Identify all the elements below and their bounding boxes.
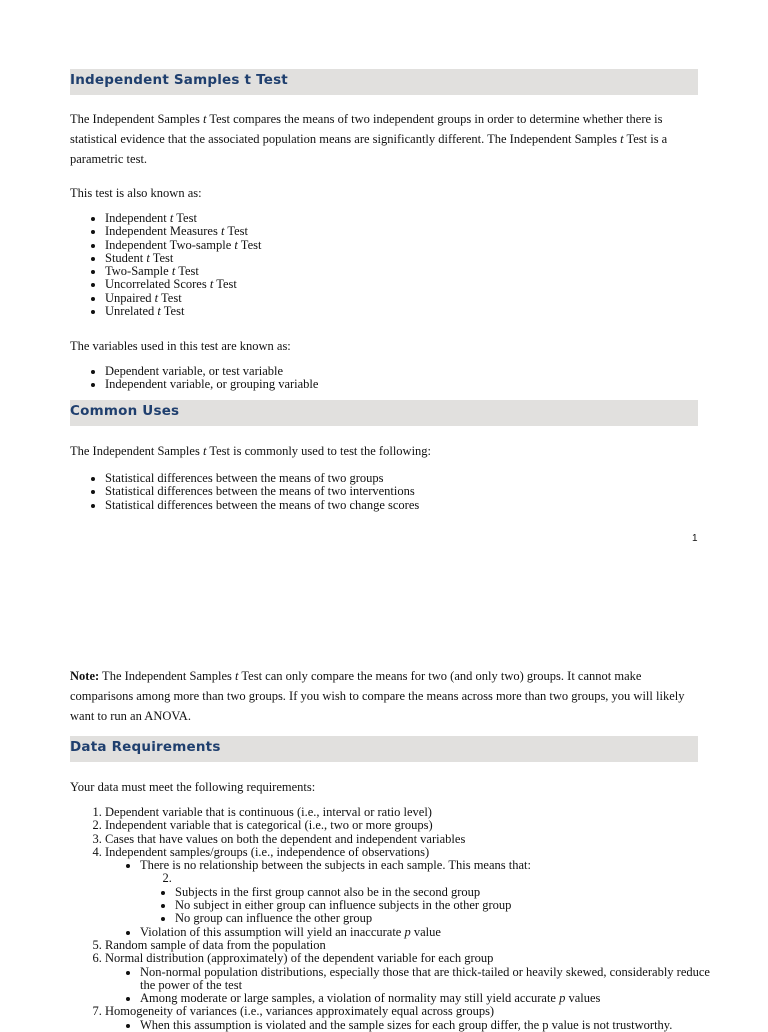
section-heading-data-requirements — [70, 736, 698, 762]
list-item: • Violation of this assumption will yield an inaccurate p value — [140, 926, 725, 939]
list-item: • Independent t Test — [105, 212, 261, 225]
section-title: Independent Samples t Test — [70, 72, 288, 88]
list-item: • Statistical differences between the means of two interventions — [105, 485, 419, 498]
list-item: • Subjects in the first group cannot also be in the second group — [175, 886, 725, 899]
also-known-as-text: This test is also known as: — [70, 186, 202, 200]
list-item: • Independent Two-sample t Test — [105, 239, 261, 252]
data-requirements-intro: Your data must meet the following requirements: — [70, 780, 316, 794]
list-item: • There is no relationship between the subjects in each sample. This means that: 2. • Subjects in the first group cannot also be in the second group • No subject in either group can influence subjects in the other group • No group can influence the other group — [140, 859, 725, 925]
list-item: 6. Normal distribution (approximately) of the dependent variable for each group • Non-normal population distributions, especially those that are thick-tailed or heavily skewed, considerably reduce the power of the test • Among moderate or large samples, a violation of normality may still yield accurate p values — [105, 952, 725, 1005]
sub-list — [105, 859, 725, 939]
section-heading-common-uses — [70, 400, 698, 426]
list-item: 3. Cases that have values on both the dependent and independent variables — [105, 833, 725, 846]
list-item: • No group can influence the other group — [175, 912, 725, 925]
section-heading-independent-samples — [70, 69, 698, 95]
common-uses-intro: The Independent Samples t Test is commonly used to test the following: — [70, 444, 432, 458]
section-title: Common Uses — [70, 403, 180, 419]
sub-sub-list — [140, 886, 725, 926]
intro-paragraph: The Independent Samples t Test compares the means of two independent groups in order to determine whether there is statistical evidence that the associated population means are significantly different. The Independent Samples t Test is a parametric test. — [70, 112, 668, 166]
note-label: Note: — [70, 669, 100, 683]
list-item — [175, 872, 725, 885]
list-item: 2. Independent variable that is categorical (i.e., two or more groups) — [105, 819, 725, 832]
variables-list — [70, 365, 318, 392]
list-item: • Two-Sample t Test — [105, 265, 261, 278]
list-item: 7. Homogeneity of variances (i.e., variances approximately equal across groups) • When this assumption is violated and the sample sizes for each group differ, the p value is not trustworthy. — [105, 1005, 725, 1032]
sub-list — [105, 966, 725, 1006]
common-uses-list — [70, 472, 419, 512]
variables-intro-text: The variables used in this test are known as: — [70, 339, 291, 353]
list-item: 1. Dependent variable that is continuous (i.e., interval or ratio level) — [105, 806, 725, 819]
data-requirements-list — [70, 806, 725, 1032]
list-item: • Student t Test — [105, 252, 261, 265]
list-item: • Unrelated t Test — [105, 305, 261, 318]
sub-sub-list — [140, 872, 725, 885]
note-paragraph: Note: The Independent Samples t Test can only compare the means for two (and only two) groups. It cannot make comparisons among more than two groups. If you wish to compare the means across more than two groups, you will likely want to run an ANOVA. — [70, 669, 685, 723]
list-item: • Dependent variable, or test variable — [105, 365, 318, 378]
list-item: • Statistical differences between the means of two change scores — [105, 499, 419, 512]
list-item: • Independent Measures t Test — [105, 225, 261, 238]
list-item: • Non-normal population distributions, especially those that are thick-tailed or heavily skewed, considerably reduce the power of the test — [140, 966, 725, 993]
list-item: • No subject in either group can influence subjects in the other group — [175, 899, 725, 912]
aliases-list — [70, 212, 261, 318]
list-item: • Statistical differences between the means of two groups — [105, 472, 419, 485]
list-item: • Uncorrelated Scores t Test — [105, 278, 261, 291]
list-item: 4. Independent samples/groups (i.e., independence of observations) • There is no relationship between the subjects in each sample. This means that: 2. • Subjects in the first group cannot also be in the second group • No subject in either group can influence subjects in the other group • No group can influence the other group • Violation of this assumption will yield an inaccurate p value — [105, 846, 725, 939]
section-title: Data Requirements — [70, 739, 221, 755]
list-item: • Independent variable, or grouping variable — [105, 378, 318, 391]
list-item: • When this assumption is violated and the sample sizes for each group differ, the p value is not trustworthy. — [140, 1019, 725, 1032]
page-number: 1 — [692, 533, 698, 544]
list-item: • Unpaired t Test — [105, 292, 261, 305]
sub-list — [105, 1019, 725, 1032]
list-item: 5. Random sample of data from the population — [105, 939, 725, 952]
list-item: • Among moderate or large samples, a violation of normality may still yield accurate p values — [140, 992, 725, 1005]
